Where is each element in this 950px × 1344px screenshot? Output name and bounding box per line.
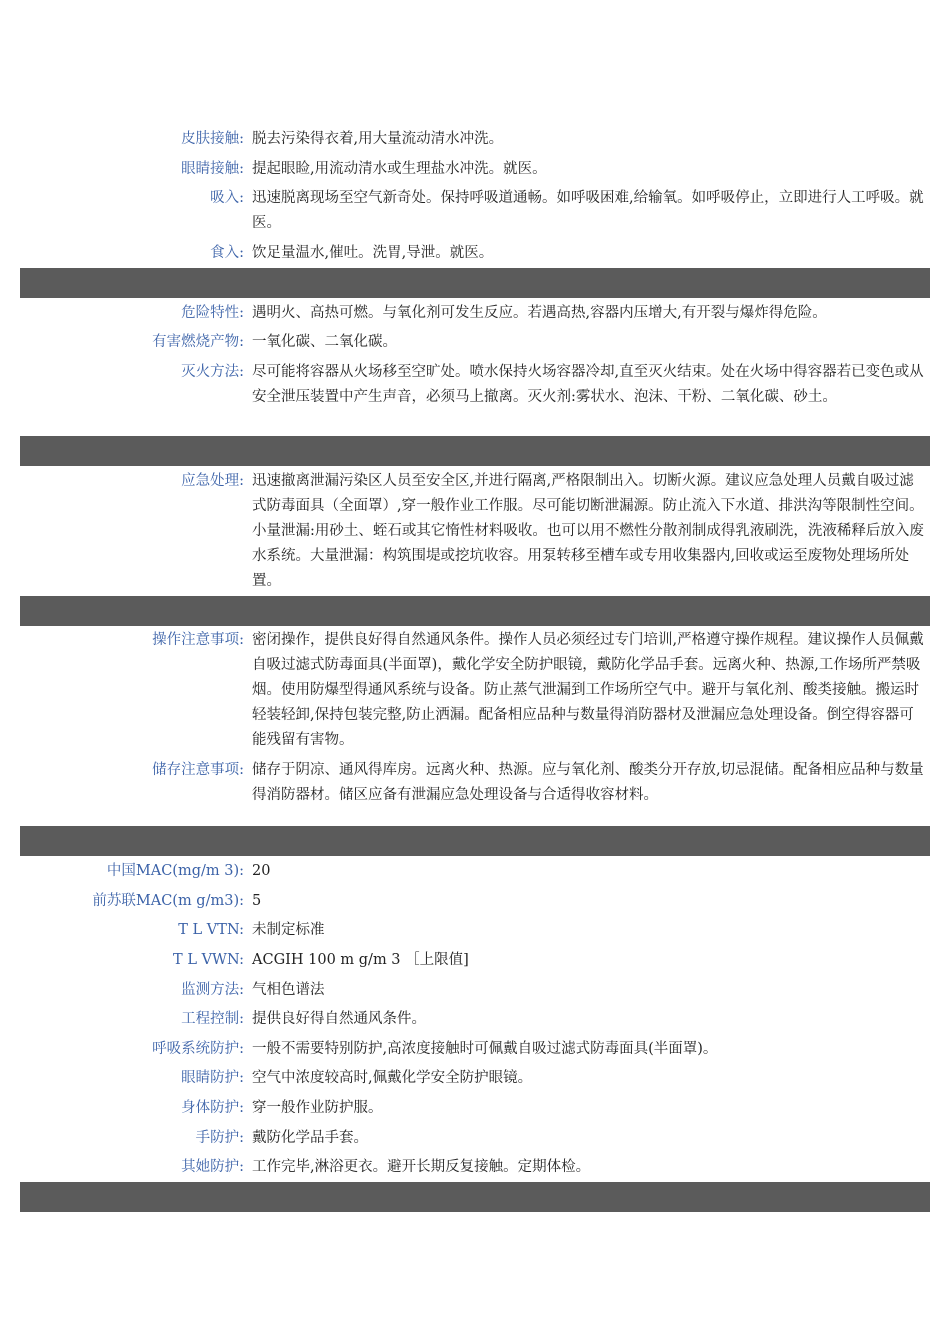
field-value: 20: [252, 863, 271, 879]
section-header-bar: [20, 826, 930, 856]
field-value: 工作完毕,淋浴更衣。避开长期反复接触。定期体检。: [252, 1159, 591, 1175]
field-value: 穿一般作业防护服。: [252, 1100, 383, 1116]
field-value: 提起眼睑,用流动清水或生理盐水冲洗。就医。: [252, 161, 547, 177]
field-value: 一氧化碳、二氧化碳。: [252, 334, 397, 350]
field-value: 迅速脱离现场至空气新奇处。保持呼吸道通畅。如呼吸困难,给输氧。如呼吸停止，立即进行人工呼吸。就医。: [252, 190, 924, 231]
field-value: 遇明火、高热可燃。与氧化剂可发生反应。若遇高热,容器内压增大,有开裂与爆炸得危险。: [252, 305, 827, 321]
section-header-bar: [20, 596, 930, 626]
field-label: 危险特性:: [181, 305, 244, 321]
field-value: 提供良好得自然通风条件。: [252, 1011, 426, 1027]
field-value: ACGIH 100 m g/m 3 ［上限值]: [252, 952, 469, 968]
field-label: 吸入:: [210, 190, 244, 206]
field-label: T L VWN:: [173, 952, 244, 968]
section-header-bar: [20, 1182, 930, 1212]
field-label: 监测方法:: [181, 982, 244, 998]
section-header-bar: [20, 268, 930, 298]
field-label: 操作注意事项:: [152, 632, 244, 648]
section-header-bar: [20, 436, 930, 466]
field-label: T L VTN:: [178, 922, 244, 938]
field-value: 饮足量温水,催吐。洗胃,导泄。就医。: [252, 245, 494, 261]
field-label: 手防护:: [195, 1130, 244, 1146]
field-label: 食入:: [210, 245, 244, 261]
field-value: 5: [252, 893, 262, 909]
field-label: 工程控制:: [181, 1011, 244, 1027]
field-value: 储存于阴凉、通风得库房。远离火种、热源。应与氧化剂、酸类分开存放,切忌混储。配备相应品种与数量得消防器材。储区应备有泄漏应急处理设备与合适得收容材料。: [252, 762, 924, 803]
field-value: 尽可能将容器从火场移至空旷处。喷水保持火场容器冷却,直至灭火结束。处在火场中得容器若已变色或从安全泄压装置中产生声音，必须马上撤离。灭火剂:雾状水、泡沫、干粉、二氧化碳、砂土。: [252, 364, 924, 405]
field-label: 其她防护:: [181, 1159, 244, 1175]
field-value: 戴防化学品手套。: [252, 1130, 368, 1146]
field-label: 身体防护:: [181, 1100, 244, 1116]
field-label: 呼吸系统防护:: [152, 1041, 244, 1057]
field-label: 前苏联MAC(m g/m3):: [92, 893, 244, 909]
field-label: 眼睛防护:: [181, 1070, 244, 1086]
field-label: 有害燃烧产物:: [152, 334, 244, 350]
field-value: 一般不需要特别防护,高浓度接触时可佩戴自吸过滤式防毒面具(半面罩)。: [252, 1041, 718, 1057]
field-value: 迅速撤离泄漏污染区人员至安全区,并进行隔离,严格限制出入。切断火源。建议应急处理人员戴自吸过滤式防毒面具（全面罩）,穿一般作业工作服。尽可能切断泄漏源。防止流入下水道、排洪沟等限制性空间。小量泄漏:用砂土、蛭石或其它惰性材料吸收。也可以用不燃性分散剂制成得乳液刷洗，洗液稀释后放入废水系统。大量泄漏：构筑围堤或挖坑收容。用泵转移至槽车或专用收集器内,回收或运至废物处理场所处置。: [252, 473, 924, 589]
field-label: 中国MAC(mg/m 3):: [106, 863, 244, 879]
field-label: 储存注意事项:: [152, 762, 244, 778]
field-value: 脱去污染得衣着,用大量流动清水冲洗。: [252, 131, 504, 147]
field-value: 未制定标准: [252, 922, 325, 938]
field-value: 密闭操作，提供良好得自然通风条件。操作人员必须经过专门培训,严格遵守操作规程。建议操作人员佩戴自吸过滤式防毒面具(半面罩)，戴化学安全防护眼镜，戴防化学品手套。远离火种、热源,工作场所严禁吸烟。使用防爆型得通风系统与设备。防止蒸气泄漏到工作场所空气中。避开与氧化剂、酸类接触。搬运时轻装轻卸,保持包装完整,防止洒漏。配备相应品种与数量得消防器材及泄漏应急处理设备。倒空得容器可能残留有害物。: [252, 632, 924, 748]
field-label: 灭火方法:: [181, 364, 244, 380]
field-value: 气相色谱法: [252, 982, 325, 998]
field-label: 应急处理:: [181, 473, 244, 489]
field-value: 空气中浓度较高时,佩戴化学安全防护眼镜。: [252, 1070, 533, 1086]
field-label: 眼睛接触:: [181, 161, 244, 177]
field-label: 皮肤接触:: [181, 131, 244, 147]
